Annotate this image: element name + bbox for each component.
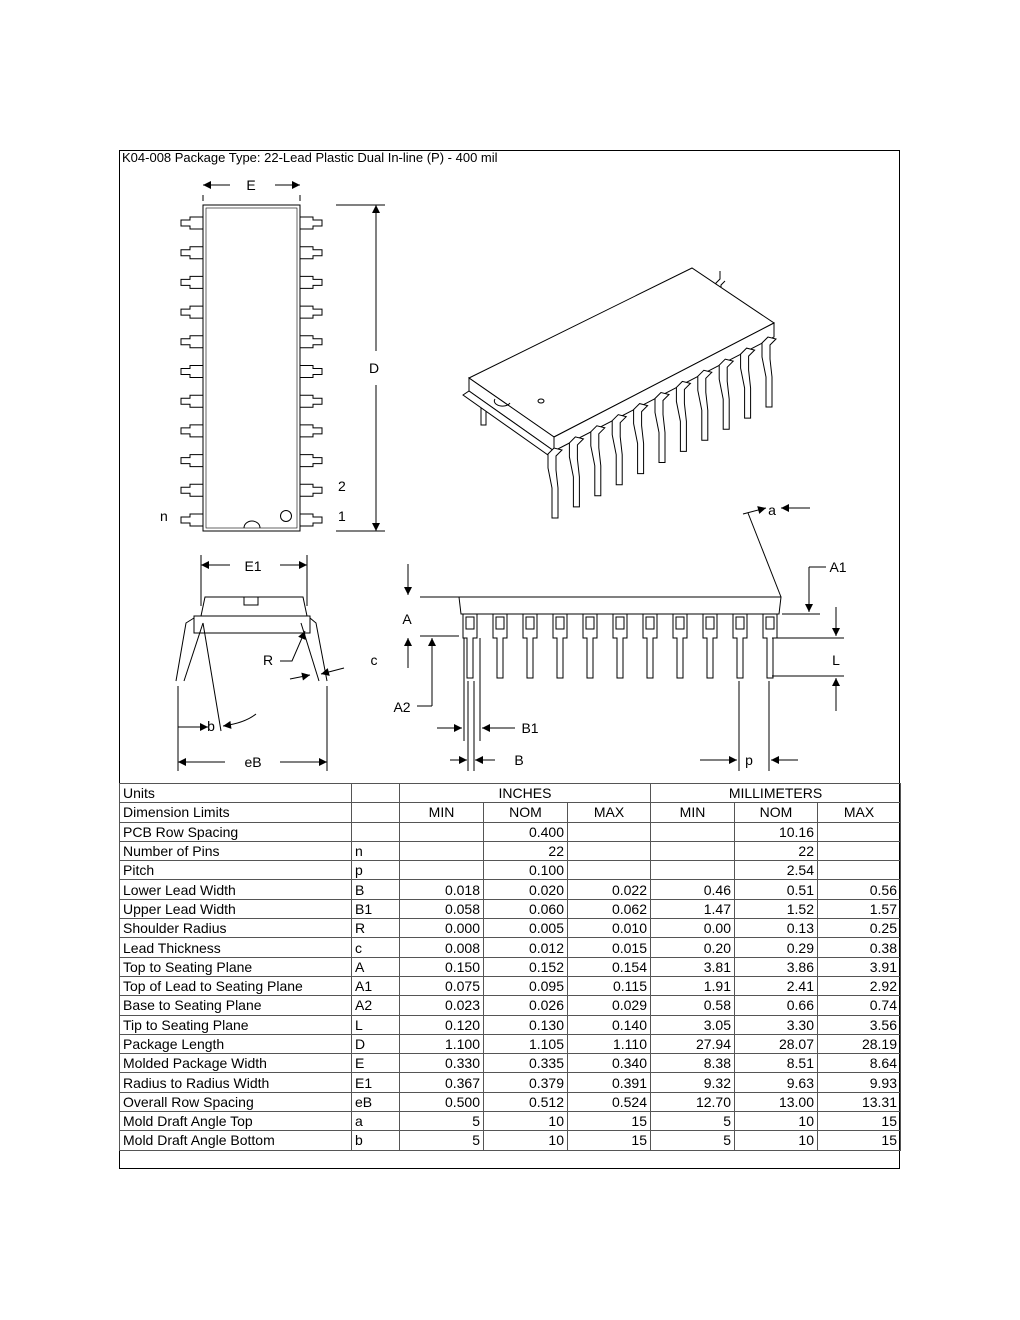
row-value: 0.020	[484, 880, 568, 899]
row-value: 0.20	[651, 938, 735, 957]
row-value: 5	[400, 1112, 484, 1131]
iso-front-pin	[676, 381, 690, 451]
end-view-lead-right-outer	[310, 618, 327, 681]
top-pin-right	[300, 395, 322, 407]
label-R: R	[262, 652, 274, 668]
end-view	[176, 597, 327, 731]
label-B1: B1	[521, 720, 539, 736]
row-value: 0.015	[568, 938, 651, 957]
side-pin	[523, 614, 537, 678]
table-row	[120, 976, 901, 995]
table-row	[120, 1073, 901, 1092]
top-pin-left	[181, 336, 203, 348]
row-value	[400, 822, 484, 841]
row-symbol: L	[352, 1015, 400, 1034]
row-name: PCB Row Spacing	[120, 822, 352, 841]
dim-R	[280, 631, 305, 661]
row-value: 0.524	[568, 1092, 651, 1111]
side-pin	[703, 614, 717, 678]
row-symbol: E	[352, 1054, 400, 1073]
label-E: E	[246, 177, 256, 193]
table-row	[120, 938, 901, 957]
row-value: 0.152	[484, 957, 568, 976]
row-value: 0.022	[568, 880, 651, 899]
side-pin	[463, 614, 477, 678]
label-B: B	[514, 752, 524, 768]
row-value: 0.13	[735, 919, 818, 938]
side-pin-window	[496, 617, 504, 629]
row-value: 0.340	[568, 1054, 651, 1073]
dimension-limits-label: Dimension Limits	[120, 803, 352, 822]
row-value: 9.63	[735, 1073, 818, 1092]
top-pin-right	[300, 276, 322, 288]
package-drawing	[120, 151, 901, 783]
label-pin2: 2	[338, 478, 346, 494]
row-value	[651, 861, 735, 880]
row-value: 9.32	[651, 1073, 735, 1092]
row-value: 10	[735, 1112, 818, 1131]
table-row	[120, 1015, 901, 1034]
row-value: 2.54	[735, 861, 818, 880]
row-value	[818, 861, 901, 880]
label-a: a	[768, 502, 776, 518]
row-value: 0.29	[735, 938, 818, 957]
units-sym	[352, 784, 400, 803]
row-value: 9.93	[818, 1073, 901, 1092]
row-symbol: c	[352, 938, 400, 957]
label-E1: E1	[244, 558, 262, 574]
dim-A	[408, 564, 459, 668]
row-value: 1.47	[651, 899, 735, 918]
side-pin-window	[556, 617, 564, 629]
top-pin-right	[300, 217, 322, 229]
row-value: 12.70	[651, 1092, 735, 1111]
row-value	[400, 841, 484, 860]
row-value: 0.66	[735, 996, 818, 1015]
row-value: 1.57	[818, 899, 901, 918]
top-view	[181, 205, 322, 531]
row-name: Lower Lead Width	[120, 880, 352, 899]
top-view-pins	[181, 217, 322, 526]
row-symbol: n	[352, 841, 400, 860]
row-value: 0.500	[400, 1092, 484, 1111]
package-drawing-frame	[119, 150, 900, 1169]
row-value: 0.115	[568, 976, 651, 995]
row-symbol: D	[352, 1034, 400, 1053]
row-value	[818, 822, 901, 841]
side-pin	[583, 614, 597, 678]
table-row	[120, 1112, 901, 1131]
row-value: 3.56	[818, 1015, 901, 1034]
label-pin1: 1	[338, 508, 346, 524]
top-view-body	[203, 205, 300, 531]
row-value: 22	[735, 841, 818, 860]
row-value: 8.51	[735, 1054, 818, 1073]
iso-front-pin	[612, 415, 626, 485]
row-name: Upper Lead Width	[120, 899, 352, 918]
top-pin-right	[300, 425, 322, 437]
side-pin-window	[706, 617, 714, 629]
row-symbol: A1	[352, 976, 400, 995]
side-pin	[673, 614, 687, 678]
row-value: 0.379	[484, 1073, 568, 1092]
row-value: 27.94	[651, 1034, 735, 1053]
row-value: 3.91	[818, 957, 901, 976]
top-pin-left	[181, 306, 203, 318]
dim-A2	[417, 638, 432, 706]
row-value: 28.07	[735, 1034, 818, 1053]
row-value	[818, 841, 901, 860]
table-row	[120, 880, 901, 899]
row-value: 0.100	[484, 861, 568, 880]
row-value	[651, 841, 735, 860]
row-name: Shoulder Radius	[120, 919, 352, 938]
pin1-dot	[281, 511, 292, 522]
row-value: 0.00	[651, 919, 735, 938]
row-value: 0.120	[400, 1015, 484, 1034]
table-row	[120, 861, 901, 880]
row-value: 0.026	[484, 996, 568, 1015]
row-value: 22	[484, 841, 568, 860]
row-value: 0.46	[651, 880, 735, 899]
dim-a	[743, 508, 810, 597]
row-value: 0.060	[484, 899, 568, 918]
label-p: p	[745, 752, 753, 768]
side-view-pins	[463, 614, 777, 678]
row-name: Package Length	[120, 1034, 352, 1053]
row-value: 10	[484, 1131, 568, 1150]
row-value: 1.91	[651, 976, 735, 995]
top-pin-right	[300, 514, 322, 526]
row-symbol: E1	[352, 1073, 400, 1092]
row-value: 15	[818, 1131, 901, 1150]
column-header: NOM	[484, 803, 568, 822]
row-value: 0.58	[651, 996, 735, 1015]
row-value: 10	[484, 1112, 568, 1131]
iso-front-pin	[698, 370, 712, 440]
row-value: 0.008	[400, 938, 484, 957]
top-pin-right	[300, 306, 322, 318]
units-label: Units	[120, 784, 352, 803]
label-A1: A1	[829, 559, 847, 575]
row-symbol: a	[352, 1112, 400, 1131]
top-pin-left	[181, 484, 203, 496]
row-value: 10.16	[735, 822, 818, 841]
side-pin-window	[526, 617, 534, 629]
row-value: 0.367	[400, 1073, 484, 1092]
row-value: 3.05	[651, 1015, 735, 1034]
row-value	[568, 861, 651, 880]
label-c: c	[370, 652, 378, 668]
top-pin-left	[181, 455, 203, 467]
label-L: L	[832, 652, 840, 668]
row-value: 2.92	[818, 976, 901, 995]
row-value: 0.000	[400, 919, 484, 938]
side-pin-window	[736, 617, 744, 629]
row-value: 15	[818, 1112, 901, 1131]
end-view-lead-left-outer	[176, 618, 194, 681]
top-pin-left	[181, 247, 203, 259]
label-A2: A2	[393, 699, 411, 715]
iso-front-pin	[591, 426, 605, 496]
row-value: 13.00	[735, 1092, 818, 1111]
row-value: 0.005	[484, 919, 568, 938]
row-value: 0.74	[818, 996, 901, 1015]
row-value: 5	[651, 1112, 735, 1131]
top-pin-right	[300, 366, 322, 378]
row-value: 3.86	[735, 957, 818, 976]
iso-front-pin	[569, 437, 583, 507]
iso-front-pin	[762, 337, 776, 407]
row-name: Mold Draft Angle Bottom	[120, 1131, 352, 1150]
row-value: 0.018	[400, 880, 484, 899]
package-title: K04-008 Package Type: 22-Lead Plastic Dual In-line (P) - 400 mil	[122, 150, 498, 165]
limits-sym	[352, 803, 400, 822]
side-view-body	[459, 597, 781, 614]
row-value: 15	[568, 1131, 651, 1150]
table-row	[120, 822, 901, 841]
top-view-notch	[244, 521, 260, 528]
row-value: 3.30	[735, 1015, 818, 1034]
row-value: 0.154	[568, 957, 651, 976]
top-pin-left	[181, 217, 203, 229]
side-pin	[553, 614, 567, 678]
column-header: MAX	[568, 803, 651, 822]
iso-front-pin	[655, 393, 669, 463]
side-pin-window	[586, 617, 594, 629]
column-header: MIN	[400, 803, 484, 822]
row-value: 0.010	[568, 919, 651, 938]
table-row	[120, 919, 901, 938]
iso-view	[463, 268, 776, 518]
table-row	[120, 899, 901, 918]
table-header-limits	[120, 803, 901, 822]
row-value: 0.095	[484, 976, 568, 995]
top-pin-left	[181, 425, 203, 437]
label-eB: eB	[244, 754, 262, 770]
iso-front-pin	[634, 404, 648, 474]
row-value: 1.105	[484, 1034, 568, 1053]
iso-front-pin	[741, 348, 755, 418]
dimension-table	[119, 783, 901, 1151]
row-symbol: B1	[352, 899, 400, 918]
dimension-table-body	[120, 784, 901, 1151]
side-pin-window	[616, 617, 624, 629]
row-name: Top to Seating Plane	[120, 957, 352, 976]
row-name: Molded Package Width	[120, 1054, 352, 1073]
side-pin	[643, 614, 657, 678]
row-value: 0.058	[400, 899, 484, 918]
row-name: Number of Pins	[120, 841, 352, 860]
iso-front-pin	[548, 448, 562, 518]
row-name: Mold Draft Angle Top	[120, 1112, 352, 1131]
row-value: 0.150	[400, 957, 484, 976]
dim-B	[450, 681, 495, 771]
iso-front-pin	[719, 359, 733, 429]
row-value: 1.100	[400, 1034, 484, 1053]
row-name: Base to Seating Plane	[120, 996, 352, 1015]
row-name: Overall Row Spacing	[120, 1092, 352, 1111]
table-header-units	[120, 784, 901, 803]
inches-header: INCHES	[400, 784, 651, 803]
dim-A1	[782, 567, 826, 614]
row-value: 8.64	[818, 1054, 901, 1073]
row-value: 0.51	[735, 880, 818, 899]
end-view-top	[201, 597, 307, 616]
row-symbol: R	[352, 919, 400, 938]
side-pin-window	[646, 617, 654, 629]
row-symbol: b	[352, 1131, 400, 1150]
side-pin-window	[766, 617, 774, 629]
table-row	[120, 1092, 901, 1111]
side-view	[459, 597, 781, 678]
row-value: 0.335	[484, 1054, 568, 1073]
label-D: D	[368, 360, 380, 376]
row-value: 3.81	[651, 957, 735, 976]
row-value: 5	[400, 1131, 484, 1150]
row-value: 2.41	[735, 976, 818, 995]
row-value: 0.512	[484, 1092, 568, 1111]
row-value: 0.012	[484, 938, 568, 957]
row-name: Tip to Seating Plane	[120, 1015, 352, 1034]
row-value: 13.31	[818, 1092, 901, 1111]
row-value: 1.52	[735, 899, 818, 918]
row-symbol: B	[352, 880, 400, 899]
table-row	[120, 957, 901, 976]
row-value: 0.330	[400, 1054, 484, 1073]
top-pin-left	[181, 514, 203, 526]
row-name: Pitch	[120, 861, 352, 880]
row-name: Radius to Radius Width	[120, 1073, 352, 1092]
label-A: A	[402, 611, 412, 627]
column-header: NOM	[735, 803, 818, 822]
row-symbol: A2	[352, 996, 400, 1015]
row-name: Lead Thickness	[120, 938, 352, 957]
top-pin-left	[181, 395, 203, 407]
row-symbol: eB	[352, 1092, 400, 1111]
row-name: Top of Lead to Seating Plane	[120, 976, 352, 995]
row-value: 0.25	[818, 919, 901, 938]
side-pin	[493, 614, 507, 678]
table-row	[120, 841, 901, 860]
row-value: 0.075	[400, 976, 484, 995]
row-symbol: A	[352, 957, 400, 976]
row-value: 0.391	[568, 1073, 651, 1092]
top-pin-right	[300, 455, 322, 467]
top-pin-left	[181, 276, 203, 288]
row-value: 0.023	[400, 996, 484, 1015]
row-value: 0.400	[484, 822, 568, 841]
row-value	[651, 822, 735, 841]
row-value	[568, 822, 651, 841]
row-symbol	[352, 822, 400, 841]
end-view-notch	[244, 597, 258, 605]
row-value: 28.19	[818, 1034, 901, 1053]
row-value: 0.56	[818, 880, 901, 899]
label-n: n	[160, 508, 168, 524]
row-value: 1.110	[568, 1034, 651, 1053]
top-pin-right	[300, 336, 322, 348]
row-value: 5	[651, 1131, 735, 1150]
top-pin-right	[300, 247, 322, 259]
table-row	[120, 1054, 901, 1073]
side-pin	[733, 614, 747, 678]
side-pin-window	[466, 617, 474, 629]
table-row	[120, 1034, 901, 1053]
table-row	[120, 996, 901, 1015]
row-value: 10	[735, 1131, 818, 1150]
top-pin-right	[300, 484, 322, 496]
row-value: 0.029	[568, 996, 651, 1015]
side-pin	[613, 614, 627, 678]
row-symbol: p	[352, 861, 400, 880]
row-value: 0.062	[568, 899, 651, 918]
dim-b	[178, 714, 256, 727]
end-view-base	[194, 616, 310, 633]
row-value: 15	[568, 1112, 651, 1131]
millimeters-header: MILLIMETERS	[651, 784, 901, 803]
row-value	[568, 841, 651, 860]
side-pin-window	[676, 617, 684, 629]
column-header: MIN	[651, 803, 735, 822]
row-value: 0.130	[484, 1015, 568, 1034]
top-pin-left	[181, 366, 203, 378]
column-header: MAX	[818, 803, 901, 822]
row-value: 8.38	[651, 1054, 735, 1073]
row-value: 0.38	[818, 938, 901, 957]
row-value	[400, 861, 484, 880]
row-value: 0.140	[568, 1015, 651, 1034]
side-pin	[763, 614, 777, 678]
table-row	[120, 1131, 901, 1150]
label-b: b	[207, 718, 215, 734]
